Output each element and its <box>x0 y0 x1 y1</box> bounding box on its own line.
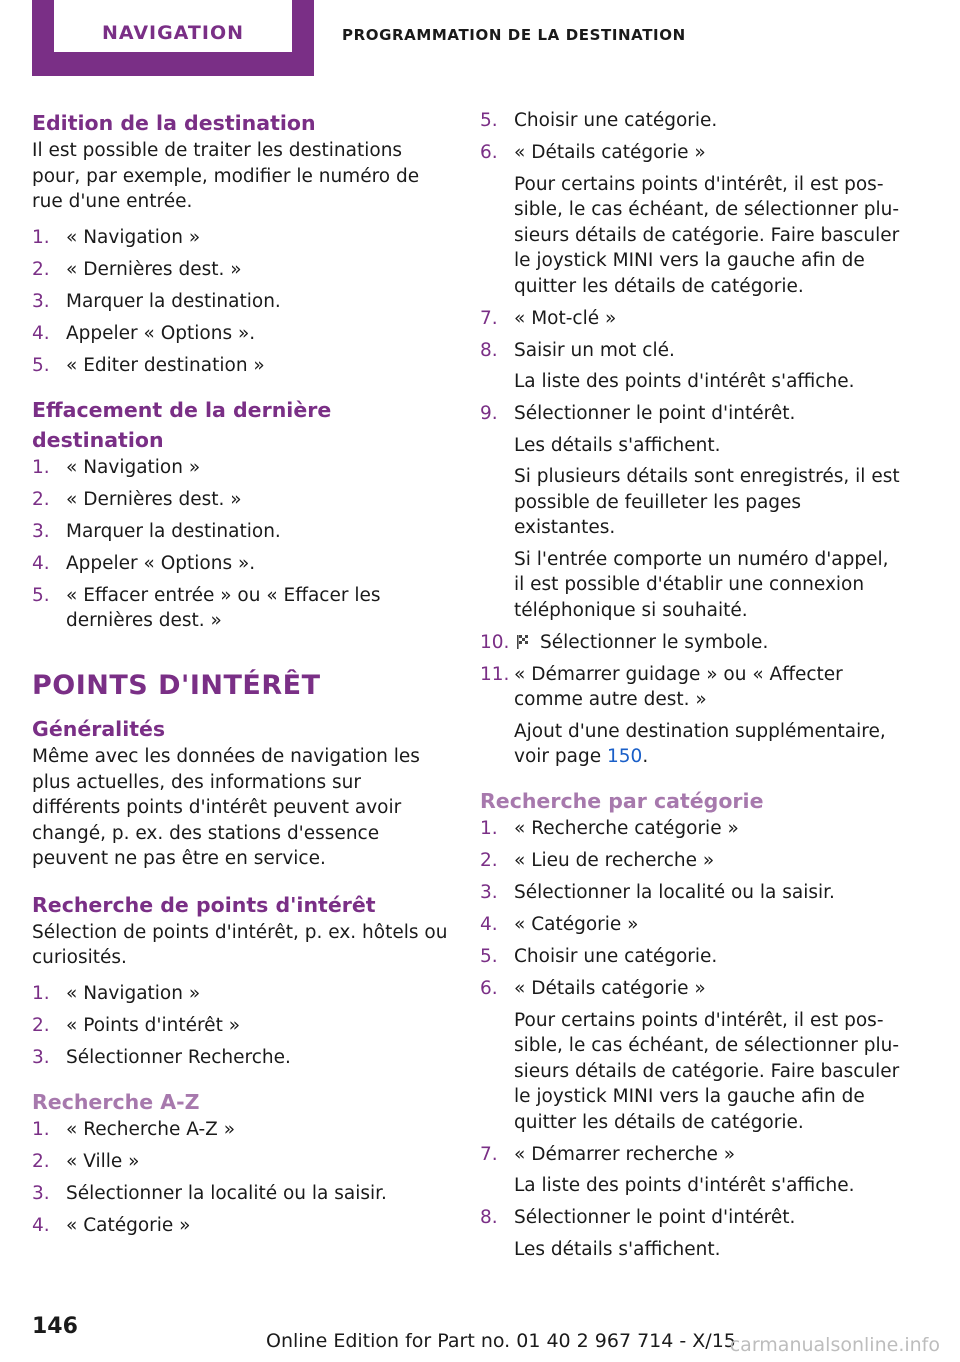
delete-destination-steps <box>32 455 452 634</box>
list-item: 5. Choisir une catégorie. <box>480 110 718 131</box>
chapter-tab <box>32 0 314 76</box>
poi-title: POINTS D'INTÉRÊT <box>32 670 321 701</box>
list-item: 1. « Recherche catégorie » <box>480 818 739 839</box>
search-az-steps <box>32 1117 452 1239</box>
edit-destination-heading: Edition de la destination <box>32 111 316 135</box>
list-item: 4. Appeler « Options ». <box>32 552 256 574</box>
list-item: 5. « Effacer entrée » ou « Effacer les dernières dest. » <box>32 584 381 631</box>
list-item: 3. Sélectionner la localité ou la saisir. <box>32 1182 387 1204</box>
destination-flag-icon <box>514 633 532 651</box>
list-item: 1. « Recherche A-Z » <box>32 1118 236 1140</box>
list-item: 11. « Démarrer guidage » ou « Affecter comme autre dest. » Ajout d'une destination supplémentaire, voir page 150. <box>480 663 886 767</box>
list-item: 7. « Mot-clé » <box>480 307 617 329</box>
search-category-steps <box>480 816 900 1262</box>
list-item: 1. « Navigation » <box>32 456 201 478</box>
list-item: 7. « Démarrer recherche » La liste des points d'intérêt s'affiche. <box>480 1143 855 1196</box>
list-item: 5. Choisir une catégorie. <box>480 946 718 967</box>
list-item: 4. « Catégorie » <box>32 1214 191 1236</box>
general-heading: Généralités <box>32 717 166 741</box>
list-item: 2. « Ville » <box>32 1150 140 1172</box>
list-item: 2. « Dernières dest. » <box>32 488 242 510</box>
search-az-heading: Recherche A-Z <box>32 1089 200 1114</box>
list-item: 9. Sélectionner le point d'intérêt. Les détails s'affichent. Si plusieurs détails sont enregistrés, il est possible de feuilleter les pages existantes. Si l'entrée comporte un numéro d'appel, il est possible d'établir une connexion téléphonique si souhaité. <box>480 403 900 621</box>
list-item: 2. « Dernières dest. » <box>32 258 242 280</box>
list-item: 8. Saisir un mot clé. La liste des points d'intérêt s'affiche. <box>480 339 855 392</box>
list-item: 8. Sélectionner le point d'intérêt. Les détails s'affichent. <box>480 1207 796 1260</box>
list-item: 4. Appeler « Options ». <box>32 322 256 344</box>
list-item: 3. Sélectionner Recherche. <box>32 1046 291 1068</box>
list-item: 10. Sélectionner le symbole. <box>480 631 769 653</box>
list-item: 3. Marquer la destination. <box>32 520 281 542</box>
delete-destination-heading: Effacement de la dernière destination <box>32 397 332 452</box>
list-item: 1. « Navigation » <box>32 226 201 248</box>
search-poi-steps <box>32 981 452 1071</box>
search-poi-text: Sélection de points d'intérêt, p. ex. hôtels ou curiosités. <box>32 921 448 968</box>
chapter-tab-label: NAVIGATION <box>54 0 292 52</box>
watermark: carmanualsonline.info <box>729 1334 940 1356</box>
list-item: 3. Marquer la destination. <box>32 290 281 312</box>
page-link[interactable]: 150 <box>607 746 643 767</box>
list-item: 6. « Détails catégorie » Pour certains points d'intérêt, il est possible, le cas échéant, de sélectionner plusieurs détails de catégorie. Faire basculer le joystick MINI vers la gauche afin de quitter les détails de catégorie. <box>480 142 900 297</box>
edit-destination-intro: Il est possible de traiter les destinations pour, par exemple, modifier le numéro de rue d'une entrée. <box>32 140 420 212</box>
list-item: 2. « Lieu de recherche » <box>480 850 715 871</box>
list-item: 3. Sélectionner la localité ou la saisir. <box>480 882 835 903</box>
list-item: 4. « Catégorie » <box>480 914 639 935</box>
general-text: Même avec les données de navigation les plus actuelles, des informations sur différents points d'intérêt peuvent avoir changé, p. ex. des stations d'essence peuvent ne pas être en service. <box>32 746 420 869</box>
search-poi-heading: Recherche de points d'intérêt <box>32 892 376 917</box>
edition-footer: Online Edition for Part no. 01 40 2 967 714 - X/15 <box>266 1330 736 1352</box>
list-item: 5. « Editer destination » <box>32 354 265 376</box>
edit-destination-steps <box>32 225 452 379</box>
search-az-steps-continued <box>480 108 900 770</box>
left-column <box>32 108 452 1245</box>
list-item: 6. « Détails catégorie » Pour certains points d'intérêt, il est possible, le cas échéant, de sélectionner plusieurs détails de catégorie. Faire basculer le joystick MINI vers la gauche afin de quitter les détails de catégorie. <box>480 978 900 1133</box>
list-item: 2. « Points d'intérêt » <box>32 1014 241 1036</box>
section-title: PROGRAMMATION DE LA DESTINATION <box>342 26 686 44</box>
list-item: 1. « Navigation » <box>32 982 201 1004</box>
page-number: 146 <box>32 1314 78 1339</box>
right-column <box>480 108 900 1269</box>
search-category-heading: Recherche par catégorie <box>480 789 764 813</box>
